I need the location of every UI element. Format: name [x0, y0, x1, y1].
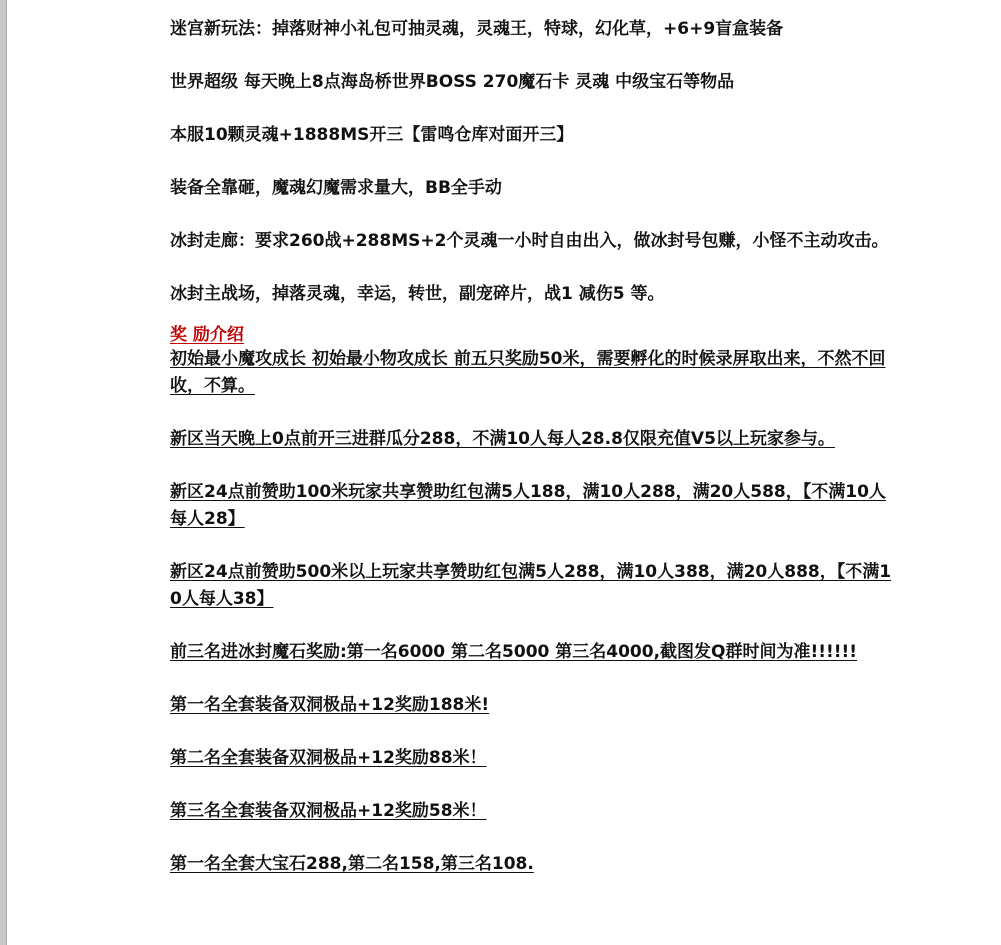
intro-line-1: 迷宫新玩法：掉落财神小礼包可抽灵魂，灵魂王，特球，幻化草，+6+9盲盒装备	[170, 19, 784, 39]
intro-line-3: 本服10颗灵魂+1888MS开三【雷鸣仓库对面开三】	[170, 125, 574, 145]
intro-line-6: 冰封主战场，掉落灵魂，幸运，转世，副宠碎片，战1 减伤5 等。	[170, 284, 665, 304]
intro-line-4: 装备全靠砸，魔魂幻魔需求量大，BB全手动	[170, 178, 502, 198]
reward-line-4: 新区24点前赞助500米以上玩家共享赞助红包满5人288，满10人388，满20人888，【不满10人每人38】	[170, 562, 892, 609]
page-left-border	[0, 0, 7, 945]
document-page	[7, 0, 1001, 945]
reward-line-5: 前三名进冰封魔石奖励:第一名6000 第二名5000 第三名4000,截图发Q群时间为准!!!!!!	[170, 642, 858, 662]
intro-line-2: 世界超级 每天晚上8点海岛桥世界BOSS 270魔石卡 灵魂 中级宝石等物品	[170, 72, 735, 92]
intro-line-5: 冰封走廊：要求260战+288MS+2个灵魂一小时自由出入，做冰封号包赚，小怪不主动攻击。	[170, 231, 889, 251]
reward-line-3: 新区24点前赞助100米玩家共享赞助红包满5人188，满10人288，满20人588，【不满10人每人28】	[170, 482, 886, 529]
reward-line-9: 第一名全套大宝石288,第二名158,第三名108.	[170, 854, 534, 874]
reward-heading: 奖 励介绍	[170, 325, 244, 345]
reward-line-6: 第一名全套装备双洞极品+12奖励188米!	[170, 695, 490, 715]
reward-line-7: 第二名全套装备双洞极品+12奖励88米！	[170, 748, 487, 768]
reward-line-2: 新区当天晚上0点前开三进群瓜分288，不满10人每人28.8仅限充值V5以上玩家参与。	[170, 429, 835, 449]
reward-line-1: 初始最小魔攻成长 初始最小物攻成长 前五只奖励50米，需要孵化的时候录屏取出来，不然不回收，不算。	[170, 349, 886, 396]
document-content	[170, 16, 900, 878]
reward-line-8: 第三名全套装备双洞极品+12奖励58米！	[170, 801, 487, 821]
